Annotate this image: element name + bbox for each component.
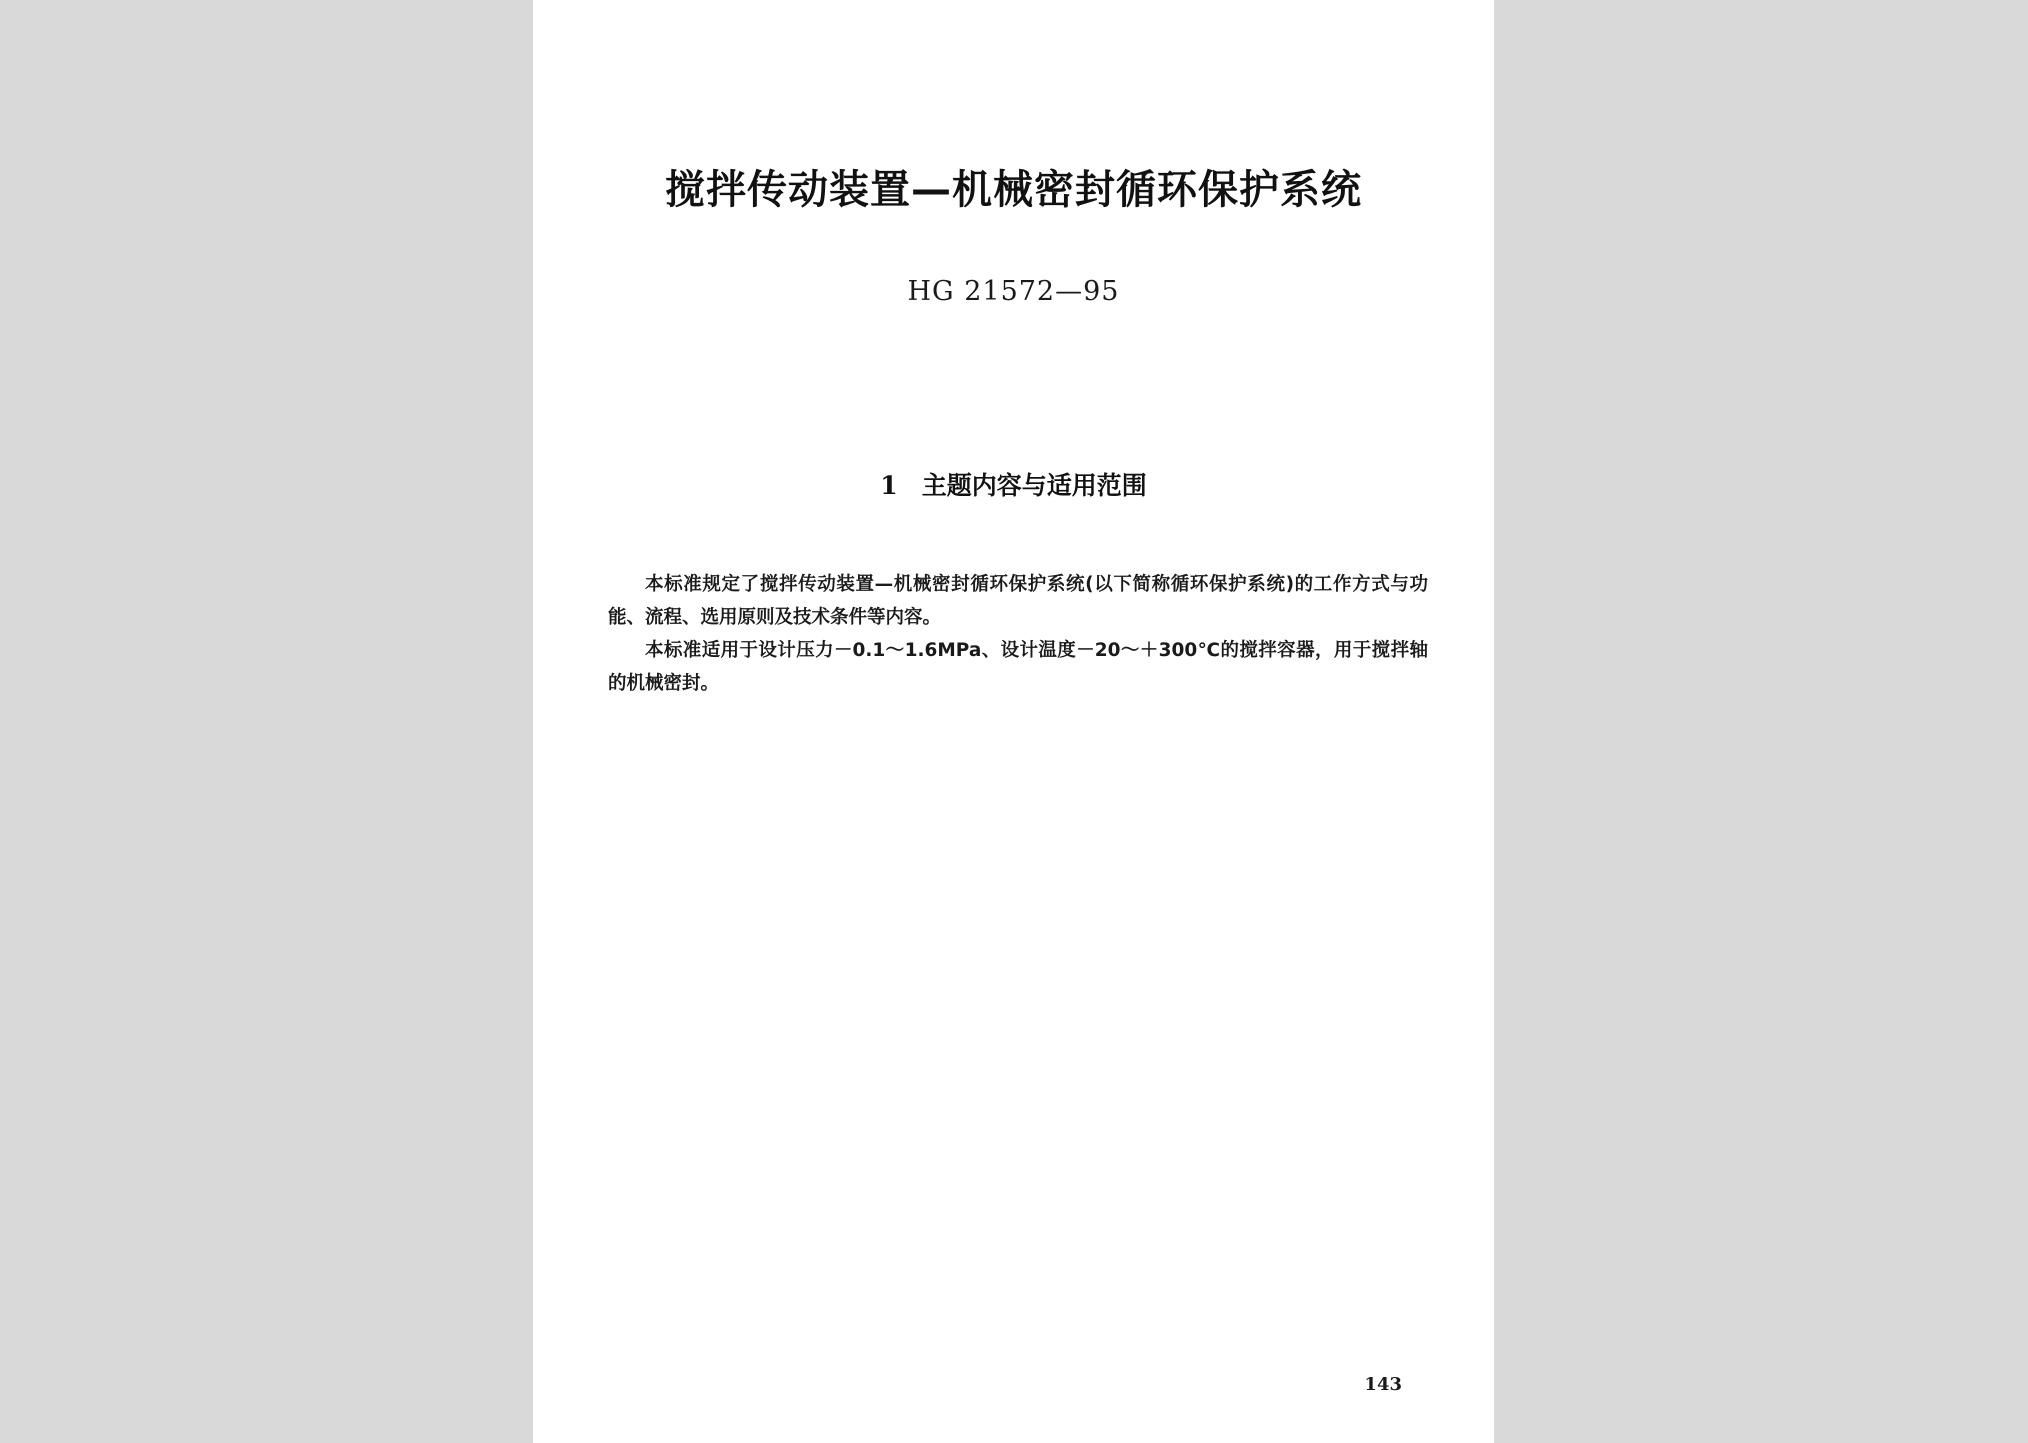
paragraph-applicability: 本标准适用于设计压力－0.1～1.6MPa、设计温度－20～＋300℃的搅拌容器，用于搅拌轴的机械密封。 xyxy=(608,640,1428,694)
section-heading xyxy=(533,468,1494,504)
document-page xyxy=(533,0,1494,1443)
standard-code: HG 21572—95 xyxy=(907,276,1120,307)
section-body xyxy=(608,568,1428,700)
section-heading-text: 主题内容与适用范围 xyxy=(921,471,1147,500)
document-title: 搅拌传动装置—机械密封循环保护系统 xyxy=(665,167,1362,213)
paragraph-scope: 本标准规定了搅拌传动装置—机械密封循环保护系统(以下简称循环保护系统)的工作方式与功能、流程、选用原则及技术条件等内容。 xyxy=(608,574,1428,628)
section-number: 1 xyxy=(880,471,898,500)
page-number: 143 xyxy=(1364,1374,1402,1395)
